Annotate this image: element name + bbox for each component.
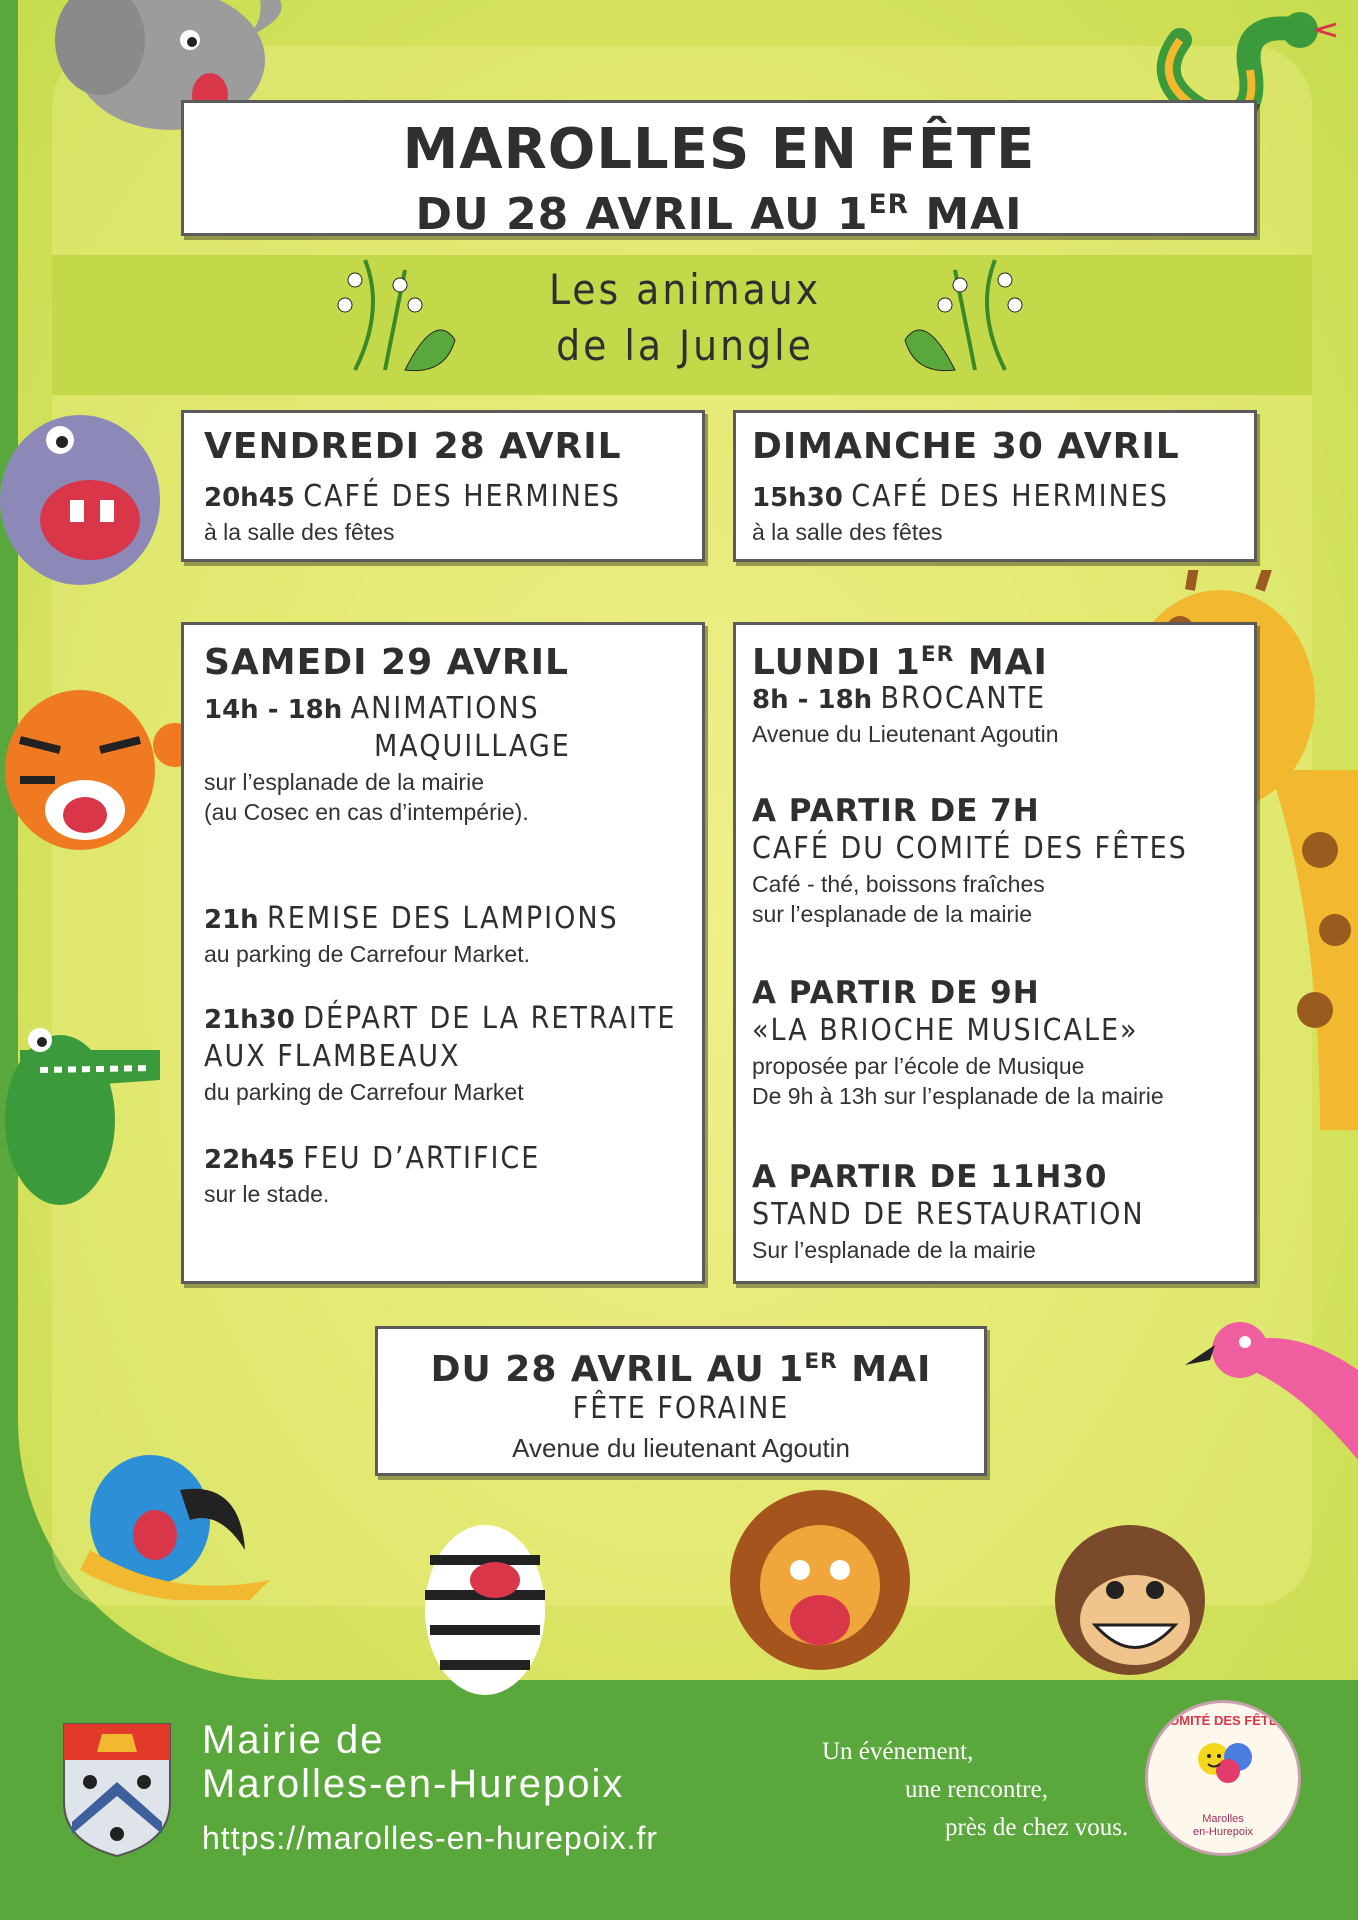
slogan-line-1: Un événement,: [822, 1738, 974, 1765]
theme-line-2: de la Jungle: [556, 321, 814, 370]
monday-card: [733, 622, 1257, 1284]
monday-event-4-head: A PARTIR DE 11H30: [752, 1159, 1108, 1195]
saturday-event-4-desc: sur le stade.: [204, 1181, 330, 1207]
sunday-card: [733, 410, 1257, 562]
saturday-card: [181, 622, 705, 1284]
saturday-event-2-desc: au parking de Carrefour Market.: [204, 941, 530, 967]
saturday-event-3: 21h30 DÉPART DE LA RETRAITE: [204, 1001, 677, 1036]
balloons-icon: [1186, 1731, 1266, 1801]
slogan-line-2: une rencontre,: [905, 1776, 1048, 1803]
saturday-event-1-desc2: (au Cosec en cas d’intempérie).: [204, 799, 529, 825]
fair-dates: DU 28 AVRIL AU 1ER MAI: [430, 1348, 932, 1390]
flamingo-icon: [1180, 1310, 1358, 1460]
lily-of-the-valley-right-icon: [900, 250, 1035, 380]
monday-day: LUNDI 1ER MAI: [752, 641, 1048, 683]
parrot-icon: [70, 1440, 270, 1600]
fair-card: [375, 1326, 987, 1476]
monday-event-3-name: «LA BRIOCHE MUSICALE»: [752, 1013, 1139, 1048]
title-card: [181, 100, 1257, 240]
mairie-line-2: Marolles-en-Hurepoix: [202, 1762, 625, 1806]
fair-name: FÊTE FORAINE: [572, 1391, 790, 1426]
monday-event-2-head: A PARTIR DE 7H: [752, 793, 1040, 829]
friday-day: VENDREDI 28 AVRIL: [204, 426, 622, 467]
monday-event-4-name: STAND DE RESTAURATION: [752, 1197, 1145, 1232]
monday-event-4-desc: Sur l’esplanade de la mairie: [752, 1237, 1036, 1263]
website-link[interactable]: https://marolles-en-hurepoix.fr: [202, 1820, 659, 1856]
badge-bottom-text: Marolles en-Hurepoix: [1193, 1813, 1253, 1838]
page-dates: DU 28 AVRIL AU 1ER MAI: [415, 189, 1023, 240]
monday-event-3-desc1: proposée par l’école de Musique: [752, 1053, 1085, 1079]
monday-event-1: 8h - 18h BROCANTE: [752, 681, 1047, 716]
saturday-event-1: 14h - 18h ANIMATIONS: [204, 691, 540, 726]
monday-event-3-head: A PARTIR DE 9H: [752, 975, 1040, 1011]
theme-title: [520, 262, 850, 374]
monday-event-2-desc2: sur l’esplanade de la mairie: [752, 901, 1032, 927]
mairie-line-1: Mairie de: [202, 1718, 385, 1762]
monday-event-1-desc: Avenue du Lieutenant Agoutin: [752, 721, 1059, 747]
saturday-event-4: 22h45 FEU D’ARTIFICE: [204, 1141, 541, 1176]
saturday-event-3-desc: du parking de Carrefour Market: [204, 1079, 524, 1105]
saturday-event-1-desc1: sur l’esplanade de la mairie: [204, 769, 484, 795]
tiger-icon: [0, 680, 200, 870]
sunday-day: DIMANCHE 30 AVRIL: [752, 426, 1180, 467]
friday-desc: à la salle des fêtes: [204, 519, 395, 545]
saturday-day: SAMEDI 29 AVRIL: [204, 642, 569, 683]
coat-of-arms-icon: [62, 1722, 172, 1858]
comite-badge: [1145, 1700, 1301, 1856]
sunday-event: 15h30 CAFÉ DES HERMINES: [752, 479, 1169, 514]
lion-icon: [720, 1480, 920, 1680]
theme-line-1: Les animaux: [548, 265, 822, 314]
lily-of-the-valley-left-icon: [325, 250, 460, 380]
badge-top-text: COMITÉ DES FÊTES: [1159, 1713, 1287, 1728]
page-title: MAROLLES EN FÊTE: [402, 117, 1036, 182]
fair-desc: Avenue du lieutenant Agoutin: [512, 1433, 850, 1463]
slogan-line-3: près de chez vous.: [945, 1814, 1129, 1841]
saturday-event-2: 21h REMISE DES LAMPIONS: [204, 901, 619, 936]
friday-event: 20h45 CAFÉ DES HERMINES: [204, 479, 621, 514]
monkey-icon: [1040, 1510, 1220, 1710]
monday-event-2-name: CAFÉ DU COMITÉ DES FÊTES: [752, 831, 1188, 866]
monday-event-3-desc2: De 9h à 13h sur l’esplanade de la mairie: [752, 1083, 1164, 1109]
mairie-name: [202, 1718, 624, 1806]
zebra-icon: [400, 1500, 570, 1700]
friday-card: [181, 410, 705, 562]
monday-event-2-desc1: Café - thé, boissons fraîches: [752, 871, 1045, 897]
crocodile-icon: [0, 1010, 170, 1210]
saturday-event-3-name2: AUX FLAMBEAUX: [204, 1039, 461, 1074]
saturday-event-1-name2: MAQUILLAGE: [374, 729, 571, 764]
hippo-icon: [0, 400, 200, 600]
sunday-desc: à la salle des fêtes: [752, 519, 943, 545]
